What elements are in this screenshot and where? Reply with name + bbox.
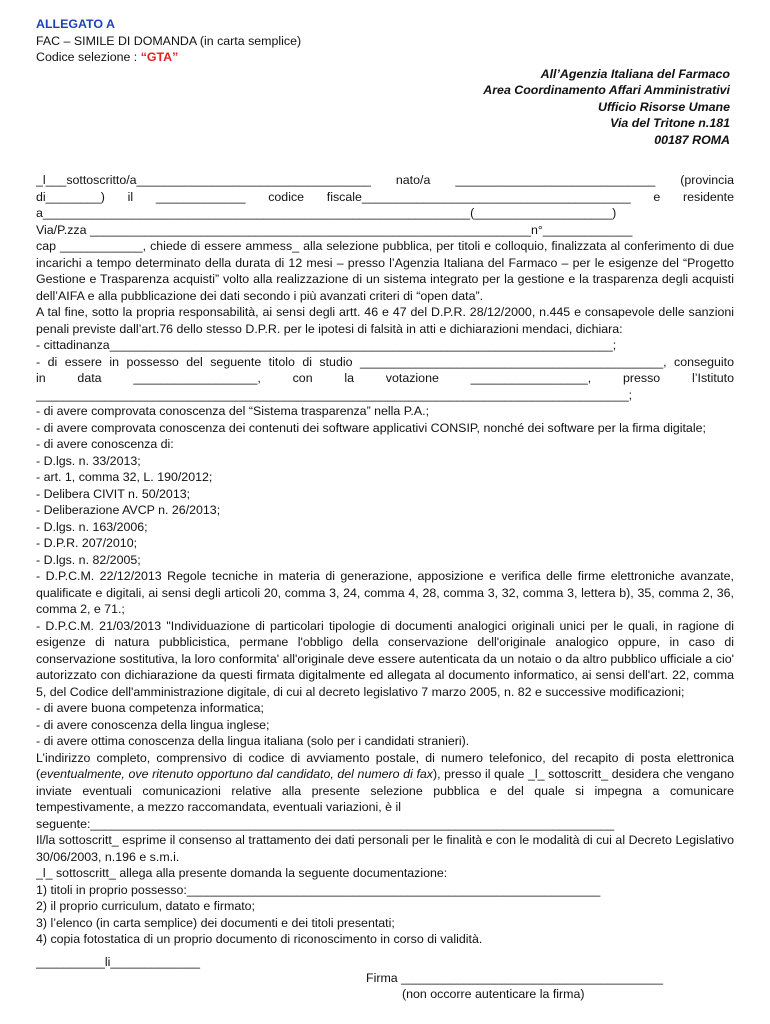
place-date-field[interactable]: __________li_____________ xyxy=(36,954,201,969)
address-field[interactable]: seguente:____________________________________________________________________________ xyxy=(36,816,615,831)
list-item: - di avere conoscenza della lingua inglese; xyxy=(36,717,270,732)
list-item: - D.P.C.M. 21/03/2013 "Individuazione di particolari tipologie di documenti analogici originali unici per le quali, in ragione di esigenze di natura pubblicistica, permane l'obbligo della conservazione dell'originale analogico oppure, in caso di conservazione sostitutiva, la loro conformita' all'originale deve essere autenticata da un notaio o da altro pubblico ufficiale a cio' autorizzato con dichiarazione da questi firmata digitalmente ed allegata al documento informatico, ai sensi dell'art. 22, comma 5, del Codice dell'amministrazione digitale, di cui al decreto legislativo 7 marzo 2005, n. 82 e successive modificazioni; xyxy=(36,618,734,699)
attachment-item: 2) il proprio curriculum, datato e firmato; xyxy=(36,899,255,913)
signature-note: (non occorre autenticare la firma) xyxy=(402,987,585,1001)
declaration-paragraph: A tal fine, sotto la propria responsabilità, ai sensi degli artt. 46 e 47 del D.P.R. 28/12/2000, n.445 e consapevole delle sanzioni penali previste dall’art.76 dello stesso D.P.R. per le ipotesi di falsità in atti e dichiarazioni mendaci, dichiara: xyxy=(36,305,734,336)
list-item: - di avere conoscenza di: xyxy=(36,437,174,451)
residence-line[interactable]: a______________________________________________________________(____________________) xyxy=(36,206,617,220)
privacy-consent-paragraph: Il/la sottoscritt_ esprime il consenso al trattamento dei dati personali per le finalità e con le modalità di cui al Decreto Legislativo 30/06/2003, n.196 e s.m.i. xyxy=(36,833,734,864)
addressee-line: 00187 ROMA xyxy=(654,132,730,147)
addressee-line: Via del Tritone n.181 xyxy=(610,116,730,130)
form-subtitle: FAC – SIMILE DI DOMANDA (in carta semplice) xyxy=(36,33,302,48)
list-item: - di avere ottima conoscenza della lingua italiana (solo per i candidati stranieri). xyxy=(36,734,470,748)
addressee-line: Ufficio Risorse Umane xyxy=(598,99,730,114)
signature-block xyxy=(36,970,734,1004)
citizenship-field[interactable]: - cittadinanza_________________________________________________________________________; xyxy=(36,338,617,352)
applicant-name-line[interactable]: _l___sottoscritto/a__________________________________ nato/a _____________________________ (provincia xyxy=(36,173,734,187)
list-item: - Delibera CIVIT n. 50/2013; xyxy=(36,486,191,501)
addressee-block xyxy=(36,66,734,149)
list-item: - D.lgs. n. 163/2006; xyxy=(36,519,148,534)
address-paragraph: L’indirizzo completo, comprensivo di codice di avviamento postale, di numero telefonico, del recapito di posta elettronica (eventualmente, ove ritenuto opportuno dal candidato, del numero di fax), presso il quale _l_ sottoscritt_ desidera che vengano inviate eventuali comunicazioni relative alla presente selezione pubblica e del quale si impegna a comunicare tempestivamente, a mezzo raccomandata, eventuali variazioni, è il xyxy=(36,750,734,814)
list-item: - art. 1, comma 32, L. 190/2012; xyxy=(36,470,213,484)
signature-field[interactable]: Firma ______________________________________ xyxy=(366,971,663,985)
request-paragraph: cap ____________, chiede di essere ammess_ alla selezione pubblica, per titoli e colloquio, finalizzata al conferimento di due incarichi a tempo determinato della durata di 12 mesi – presso l’Agenzia Italiana del Farmaco – per le esigenze del “Progetto Gestione e Trasparenza acquisti” volto alla realizzazione di un sistema integrato per la gestione e la trasparenza degli acquisti dell’AIFA e alla pubblicazione dei dati secondo i più avanzati criteri di “open data”. xyxy=(36,239,734,303)
list-item: - D.P.C.M. 22/12/2013 Regole tecniche in materia di generazione, apposizione e verifica delle firme elettroniche avanzate, qualificate e digitali, ai sensi degli articoli 20, comma 3, 24, comma 4, 28, comma 3, 32, comma 3, lettera b), 35, comma 2, 36, comma 2, e 71.; xyxy=(36,569,734,616)
list-item: - di avere comprovata conoscenza del “Sistema trasparenza” nella P.A.; xyxy=(36,404,430,418)
selection-code-value: “GTA” xyxy=(140,50,179,64)
addressee-line: Area Coordinamento Affari Amministrativi xyxy=(483,83,730,97)
attachment-item[interactable]: 1) titoli in proprio possesso:____________________________________________________________ xyxy=(36,882,601,897)
list-item: - D.lgs. n. 82/2005; xyxy=(36,552,141,567)
declarations-list xyxy=(36,403,734,750)
addressee-line: All’Agenzia Italiana del Farmaco xyxy=(540,66,730,81)
selection-code: Codice selezione : “GTA” xyxy=(36,50,179,64)
list-item: - di avere buona competenza informatica; xyxy=(36,701,264,715)
street-line[interactable]: Via/P.zza ________________________________________________________________n°_____________ xyxy=(36,222,633,237)
allegato-heading: ALLEGATO A xyxy=(36,17,115,31)
birth-date-fiscal-code-line[interactable]: di________) il _____________ codice fiscale_______________________________________ e residente xyxy=(36,189,734,204)
attachment-item: 3) l’elenco (in carta semplice) dei documenti e dei titoli presentati; xyxy=(36,915,395,930)
degree-field[interactable]: - di essere in possesso del seguente titolo di studio ____________________________________________, conseguito xyxy=(36,354,734,369)
list-item: - di avere comprovata conoscenza dei contenuti dei software applicativi CONSIP, nonché dei software per la firma digitale; xyxy=(36,420,706,435)
list-item: - D.lgs. n. 33/2013; xyxy=(36,453,141,468)
attachments-list xyxy=(36,882,734,948)
list-item: - Deliberazione AVCP n. 26/2013; xyxy=(36,503,221,517)
list-item: - D.P.R. 207/2010; xyxy=(36,536,138,550)
degree-date-field[interactable]: in data __________________, con la votazione _________________, presso l’Istituto xyxy=(36,371,734,385)
institute-field[interactable]: ______________________________________________________________________________________; xyxy=(36,387,633,402)
attachment-item: 4) copia fotostatica di un proprio documento di riconoscimento in corso di validità. xyxy=(36,932,483,946)
attachments-intro: _l_ sottoscritt_ allega alla presente domanda la seguente documentazione: xyxy=(36,866,448,880)
